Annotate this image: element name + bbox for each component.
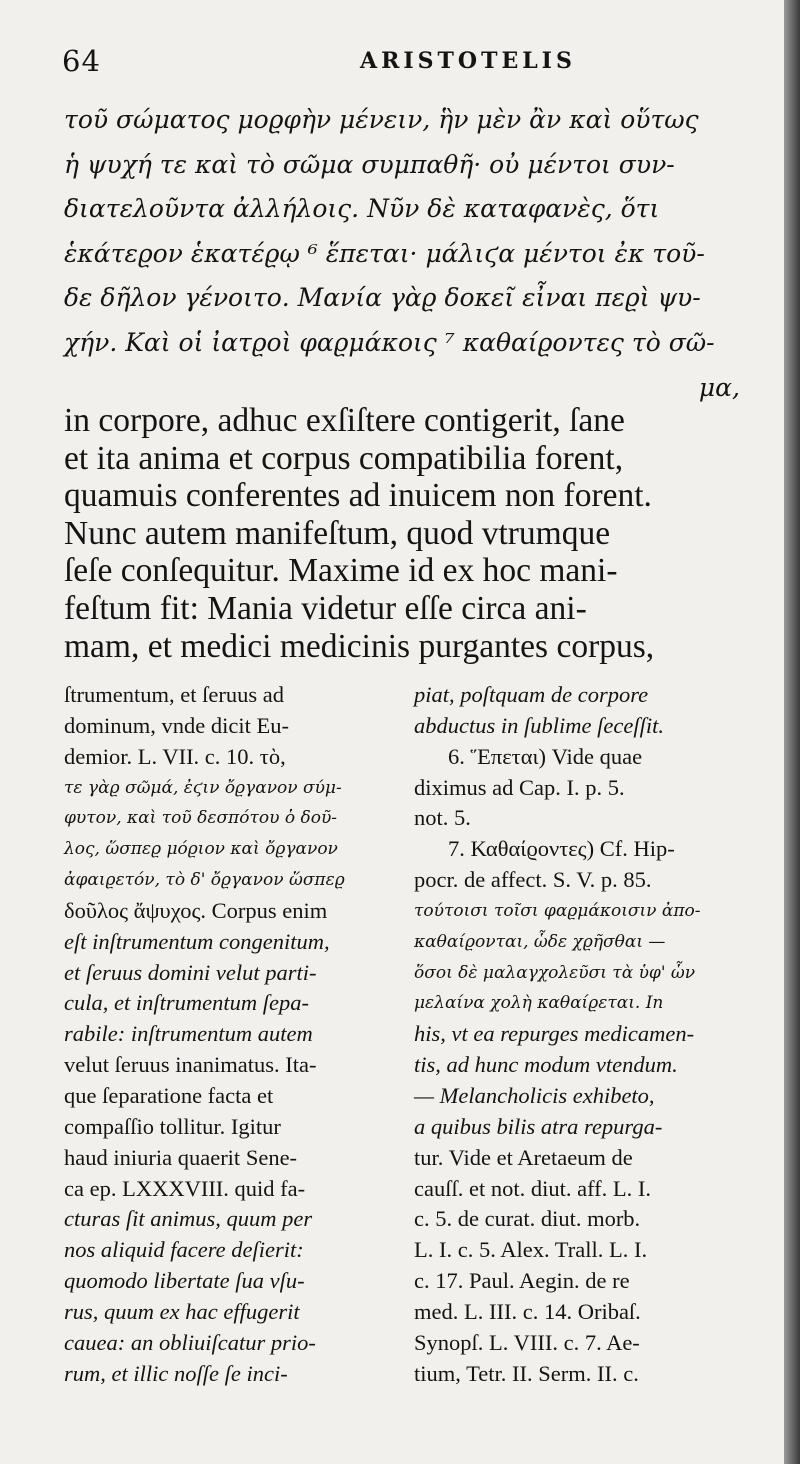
note-line: καθαίϱονται, ὧδε χϱῆσθαι —: [414, 931, 666, 952]
page-edge-shadow: [784, 0, 800, 1464]
note-line: tur. Vide et Aretaeum de: [414, 1144, 633, 1170]
note-line: piat, poſtquam de corpore: [414, 682, 649, 707]
latin-line: et ita anima et corpus compatibilia forent,: [64, 439, 624, 477]
note-line: eſt inſtrumentum congenitum,: [64, 928, 330, 954]
note-line: compaſſio tollitur. Igitur: [64, 1113, 281, 1139]
note-line: ſtrumentum, et ſeruus ad: [64, 682, 284, 707]
note-line: rus, quum ex hac effugerit: [64, 1298, 300, 1324]
note-line: λος, ὥσπεϱ μόϱιον καὶ ὄϱγανον: [64, 839, 338, 860]
note-line: cauea: an obliuiſcatur prio-: [64, 1329, 316, 1355]
note-line: ἀφαιϱετόν, τὸ δ' ὄϱγανον ὥσπεϱ: [64, 870, 345, 891]
note-line: ca ep. LXXXVIII. quid fa-: [64, 1175, 306, 1201]
latin-line: Nunc autem manifeſtum, quod vtrumque: [64, 514, 611, 552]
note-line: cauſſ. et not. diut. aff. L. I.: [414, 1175, 652, 1201]
note-line: τούτοισι τοῖσι φαϱμάκοισιν ἀπο-: [414, 900, 701, 921]
note-line: haud iniuria quaerit Sene-: [64, 1144, 298, 1170]
note-line: rum, et illic noſſe ſe inci-: [64, 1360, 288, 1386]
greek-line: τοῦ σώματος μοϱφὴν μένειν, ἣν μὲν ἂν καὶ οὕτως: [64, 105, 699, 134]
note-line: med. L. III. c. 14. Oribaſ.: [414, 1298, 641, 1324]
note-line: 7. Καθαίϱοντες) Cf. Hip-: [448, 836, 675, 862]
note-line: Synopſ. L. VIII. c. 7. Ae-: [414, 1329, 640, 1355]
greek-line: μα,: [698, 372, 740, 402]
greek-line: ἑκάτεϱον ἑκατέϱῳ ⁶ ἕπεται· μάλιϛα μέντοι ἐκ τοῦ-: [64, 238, 705, 268]
latin-line: quamuis conferentes ad inuicem non forent.: [64, 477, 652, 515]
note-line: velut ſeruus inanimatus. Ita-: [64, 1052, 317, 1078]
note-line: nos aliquid facere deſierit:: [64, 1237, 304, 1263]
note-line: cula, et inſtrumentum ſepa-: [64, 990, 309, 1016]
note-line: abductus in ſublime ſeceſſit.: [414, 712, 664, 738]
page-number: 64: [62, 44, 101, 78]
note-line: δοῦλος ἄψυχος. Corpus enim: [64, 897, 328, 923]
notes-left-column: [64, 680, 398, 1389]
note-line: a quibus bilis atra repurga-: [414, 1113, 663, 1139]
note-line: not. 5.: [414, 805, 471, 831]
note-line: φυτον, καὶ τοῦ δεσπότου ὁ δοῦ-: [64, 808, 338, 829]
note-line: ὅσοι δὲ μαλαγχολεῦσι τὰ ὑφ' ὧν: [414, 962, 696, 983]
note-line: quomodo libertate ſua vſu-: [64, 1268, 305, 1294]
note-line: τε γὰϱ σῶμά, ἐϛιν ὄϱγανον σύμ-: [64, 777, 342, 798]
note-line: rabile: inſtrumentum autem: [64, 1021, 313, 1047]
note-line: cturas ſit animus, quum per: [64, 1206, 313, 1232]
greek-line: δε δῆλον γένοιτο. Μανία γὰϱ δοκεῖ εἶναι πεϱὶ ψυ-: [64, 283, 701, 313]
latin-line: in corpore, adhuc exſiſtere contigerit, ſane: [64, 402, 625, 439]
note-line: et ſeruus domini velut parti-: [64, 959, 317, 985]
note-line: pocr. de affect. S. V. p. 85.: [414, 867, 652, 893]
note-line: que ſeparatione facta et: [64, 1082, 274, 1108]
latin-line: feſtum fit: Mania videtur eſſe circa ani-: [64, 589, 587, 627]
running-head: [60, 44, 750, 84]
note-line: — Melancholicis exhibeto,: [414, 1082, 655, 1108]
latin-line: mam, et medici medicinis purgantes corpus,: [64, 627, 655, 665]
note-line: L. I. c. 5. Alex. Trall. L. I.: [414, 1237, 648, 1263]
note-line: tis, ad hunc modum vtendum.: [414, 1052, 678, 1078]
note-line: 6. Ἕπεται) Vide quae: [448, 743, 643, 769]
greek-text-block: [64, 98, 740, 410]
greek-line: χήν. Καὶ οἱ ἰατϱοὶ φαϱμάκοις ⁷ καθαίϱοντες τὸ σῶ-: [64, 327, 715, 357]
note-line: μελαίνα χολὴ καθαίϱεται. In: [414, 993, 664, 1014]
note-line: c. 17. Paul. Aegin. de re: [414, 1268, 630, 1294]
note-line: diximus ad Cap. I. p. 5.: [414, 774, 625, 800]
note-line: demior. L. VII. c. 10. τὸ,: [64, 743, 286, 769]
note-line: c. 5. de curat. diut. morb.: [414, 1206, 641, 1232]
note-line: dominum, vnde dicit Eu-: [64, 712, 289, 738]
note-line: tium, Tetr. II. Serm. II. c.: [414, 1360, 639, 1386]
running-title: ARISTOTELIS: [360, 48, 576, 74]
greek-line: διατελοῦντα ἀλλήλοις. Νῦν δὲ καταφανὲς, ὅτι: [64, 194, 660, 224]
greek-line: ἡ ψυχή τε καὶ τὸ σῶμα συμπαθῆ· οὐ μέντοι συν-: [64, 149, 675, 179]
note-line: his, vt ea repurges medicamen-: [414, 1021, 695, 1047]
latin-translation-block: [64, 402, 740, 665]
notes-right-column: [414, 680, 742, 1389]
latin-line: ſeſe conſequitur. Maxime id ex hoc mani-: [64, 552, 618, 590]
